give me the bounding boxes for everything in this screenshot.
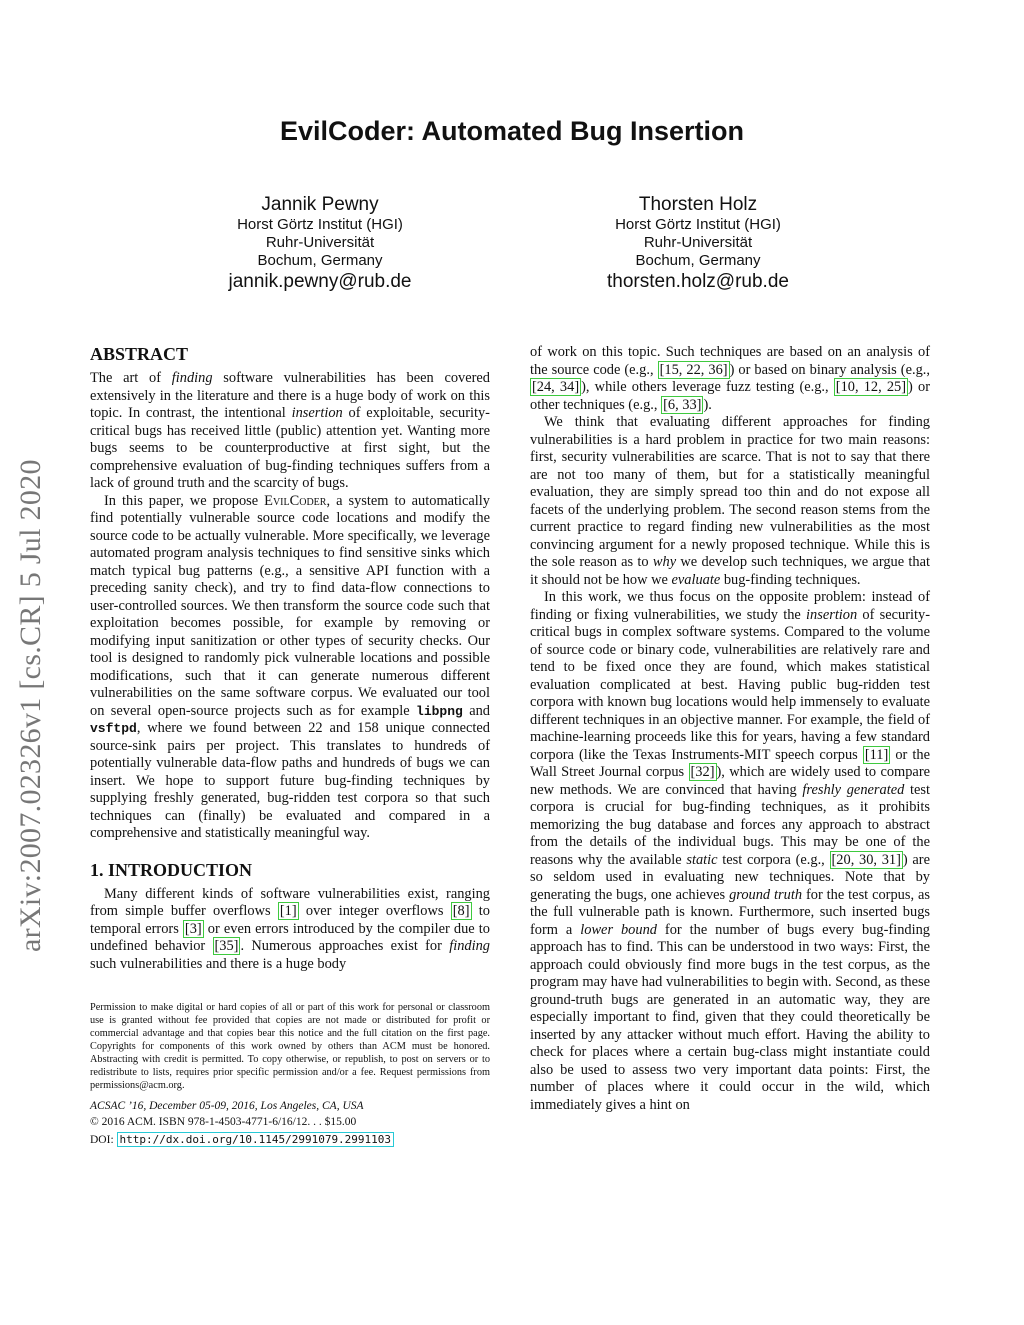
author-name: Thorsten Holz bbox=[638, 194, 758, 215]
citation-link[interactable]: [11] bbox=[864, 746, 889, 763]
author-affiliation: Bochum, Germany bbox=[257, 252, 383, 269]
citation-link[interactable]: [24, 34] bbox=[532, 379, 580, 395]
citation-link[interactable]: [6, 33] bbox=[663, 396, 702, 413]
copyright-footnote bbox=[90, 1001, 490, 1149]
copyright-line: © 2016 ACM. ISBN 978-1-4503-4771-6/16/12. . . $15.00 bbox=[90, 1116, 357, 1128]
left-column bbox=[90, 344, 490, 1149]
citation-link[interactable]: [10, 12, 25] bbox=[835, 379, 907, 395]
intro-paragraph: Many different kinds of software vulnerabilities exist, ranging from simple buffer overflows [1] over integer overflows [8] to temporal errors [3] or even errors introduced by the compiler due to undefined behavior [35] . Numerous approaches exist for finding such vulnerabilities and there is a huge body bbox=[90, 885, 490, 972]
citation-link[interactable]: [3] bbox=[184, 920, 202, 937]
author-affiliation: Horst Görtz Institut (HGI) bbox=[615, 216, 781, 233]
author-name: Jannik Pewny bbox=[261, 194, 379, 215]
abstract-heading: ABSTRACT bbox=[90, 344, 189, 364]
intro-paragraph: of work on this topic. Such techniques are based on an analysis of the source code (e.g., [15, 22, 36] ) or based on binary analysis (e.g., [24, 34] ), while others leverage fuzz testing (e.g., [10, 12, 25] ) or other techniques (e.g., [6, 33] ). bbox=[530, 344, 930, 413]
author-affiliation: Bochum, Germany bbox=[635, 252, 761, 269]
citation-link[interactable]: [35] bbox=[214, 938, 239, 954]
intro-paragraph: We think that evaluating different approaches for finding vulnerabilities is a hard problem in practice for two main reasons: first, security vulnerabilities are scarce. That is not to say that there are not too many of them, but for a statistically meaningful evaluation, they are simply spread too thin and do not expose all facets of the underlying problem. The second reason stems from the current practice to regard finding new vulnerabilities as the most convincing argument for a newly proposed technique. While this is the sole reason as to why we develop such techniques, we argue that it should not be how we evaluate bug-finding techniques. bbox=[530, 414, 930, 588]
doi-line: DOI: http://dx.doi.org/10.1145/2991079.2991103 bbox=[90, 1131, 490, 1149]
author-affiliation: Ruhr-Universität bbox=[643, 234, 753, 251]
venue-line: ACSAC ’16, December 05-09, 2016, Los Angeles, CA, USA bbox=[90, 1100, 364, 1112]
author-email: jannik.pewny@rub.de bbox=[228, 271, 412, 292]
author-email: thorsten.holz@rub.de bbox=[607, 271, 789, 292]
citation-link[interactable]: [8] bbox=[452, 903, 470, 919]
author-block-holz bbox=[548, 194, 848, 294]
author-block-pewny bbox=[170, 194, 470, 294]
author-affiliation: Horst Görtz Institut (HGI) bbox=[237, 216, 403, 233]
citation-link[interactable]: [32] bbox=[690, 764, 715, 780]
doi-link[interactable]: http://dx.doi.org/10.1145/2991079.2991103 bbox=[117, 1132, 395, 1147]
arxiv-stamp: arXiv:2007.02326v1 [cs.CR] 5 Jul 2020 bbox=[14, 459, 47, 952]
author-affiliation: Ruhr-Universität bbox=[265, 234, 375, 251]
citation-link[interactable]: [15, 22, 36] bbox=[659, 361, 728, 378]
permission-notice: Permission to make digital or hard copies of all or part of this work for personal or classroom use is granted without fee provided that copies are not made or distributed for profit or commercial advantage and that copies bear this notice and the full citation on the first page. Copyrights for components of this work owned by others than ACM must be honored. Abstracting with credit is permitted. To copy otherwise, or republish, to post on servers or to redistribute to lists, requires prior specific permission and/or a fee. Request permissions from permissions@acm.org. bbox=[90, 1002, 490, 1091]
intro-paragraph: In this work, we thus focus on the opposite problem: instead of finding or fixing vulnerabilities, we study the insertion of security-critical bugs in complex software systems. Compared to the volume of source code or binary code, vulnerabilities are relatively rare and tend to be fixed once they are found, which makes statistical evaluation complicated at best. Having public bug-ridden test corpora with known bug locations would help immensely to evaluate different techniques in an objective manner. For example, the field of machine-learning proceeds like this for years, having a few standard corpora (like the Texas Instruments-MIT speech corpus [11] or the Wall Street Journal corpus [32] ), which are widely used to compare new methods. We are convinced that having freshly generated test corpora is crucial for bug-finding techniques, as it prohibits memorizing the bug database and forces any approach to abstract from the details of the individual bugs. This may be one of the reasons why the available static test corpora (e.g., [20, 30, 31] ) are so seldom used in evaluating new techniques. Note that by generating the bugs, one achieves ground truth for the test corpus, as the full vulnerable path is known. Furthermore, such inserted bugs form a lower bound for the number of bugs every bug-finding approach has to find. This can be understood in two ways: First, the approach could obviously find more bugs in the test corpus, as the program may have had vulnerabilities to begin with. Second, as these ground-truth bugs are generated in an automatic way, they are especially important to find, given that they could theoretically be inserted by any attacker without much effort. Having the ability to check for places where a certain bug-class might instantiate could also be used to assess two very important data points: First, the number of places where it could occur in the wild, which immediately gives a hint on bbox=[530, 589, 930, 1113]
right-column bbox=[530, 344, 930, 1114]
citation-link[interactable]: [1] bbox=[279, 903, 297, 919]
introduction-heading: 1. INTRODUCTION bbox=[90, 859, 253, 880]
paper-title: EvilCoder: Automated Bug Insertion bbox=[279, 116, 745, 146]
citation-link[interactable]: [20, 30, 31] bbox=[831, 851, 901, 868]
abstract-paragraph: In this paper, we propose EvilCoder, a system to automatically find potentially vulnerable source code locations and modify the source code to be actually vulnerable. More specifically, we leverage automated program analysis techniques to find sensitive sinks which match typical bug patterns (e.g., a sensitive API function with a preceding sanity check), and try to find data-flow connections to user-controlled sources. We then transform the source code such that exploitation becomes possible, for example by removing or modifying input sanitization or other types of security checks. Our tool is designed to randomly pick vulnerable locations and possible modifications, such that it can generate numerous different vulnerabilities on the same software corpus. We evaluated our tool on several open-source projects such as for example libpng and vsftpd, where we found between 22 and 158 unique connected source-sink pairs per project. This translates to hundreds of potentially vulnerable data-flow paths and hundreds of bugs we can insert. We hope to support future bug-finding techniques by supplying freshly generated, bug-ridden test corpora so that such techniques can (finally) be evaluated and compared in a comprehensive and statistically meaningful way. bbox=[90, 492, 490, 841]
abstract-paragraph: The art of finding software vulnerabilities has been covered extensively in the literature and there is a huge body of work on this topic. In contrast, the intentional insertion of exploitable, security-critical bugs has received little (public) attention yet. Wanting more bugs seems to be counterproductive at first sight, but the comprehensive evaluation of bug-finding techniques suffers from a lack of ground truth and the scarcity of bugs. bbox=[90, 370, 490, 491]
